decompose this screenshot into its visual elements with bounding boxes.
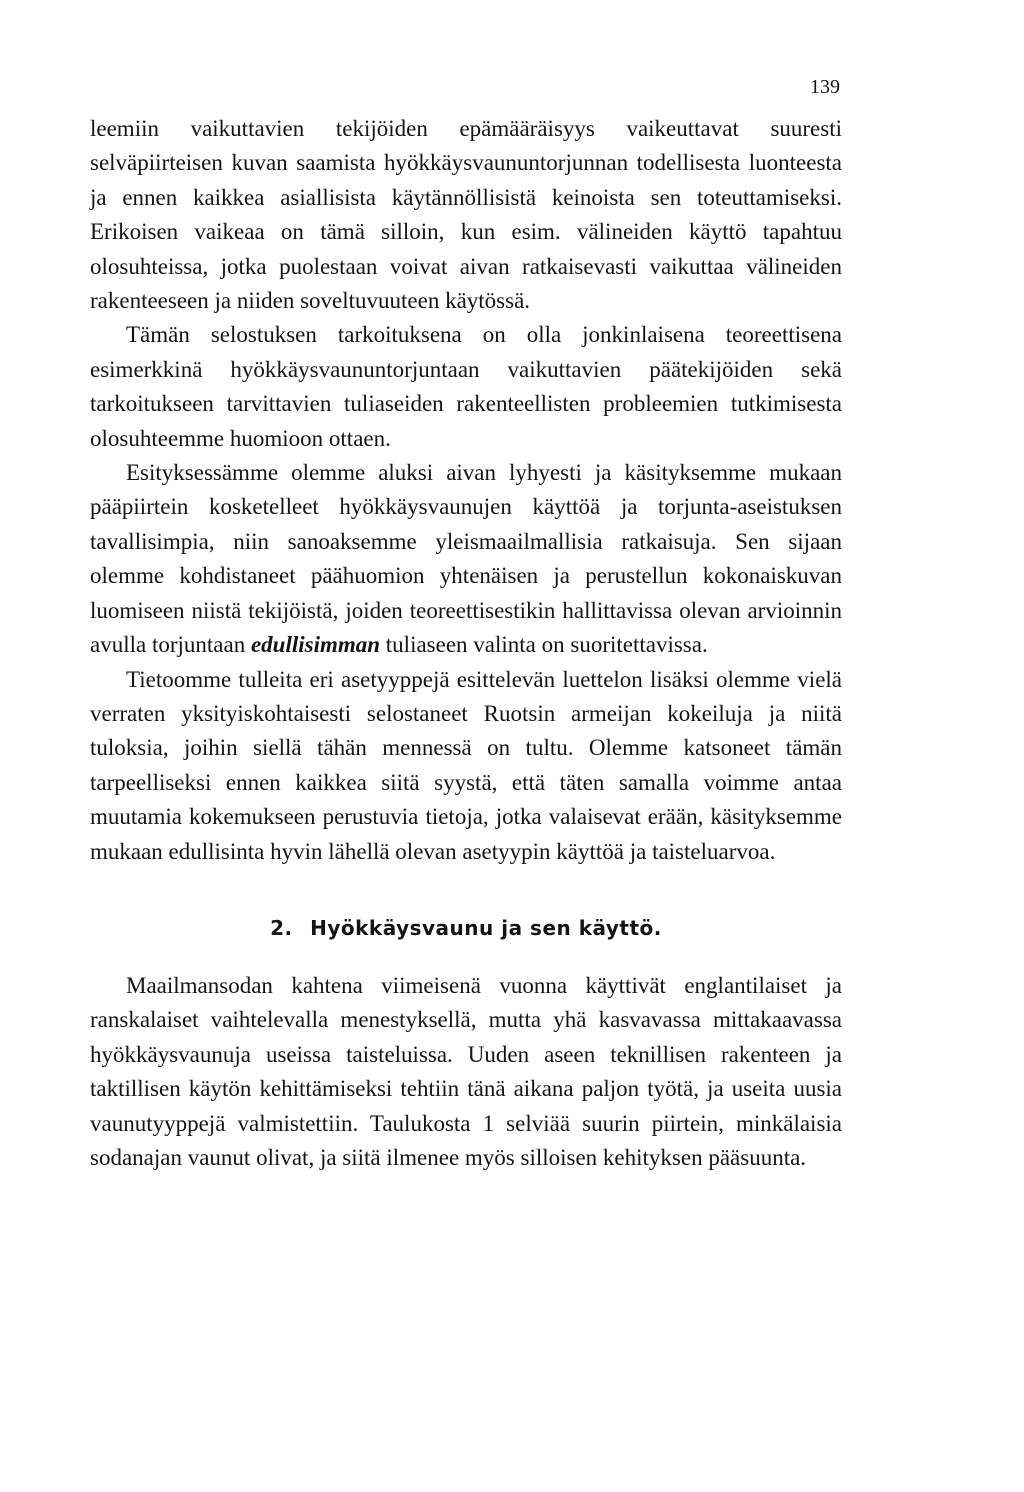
book-page xyxy=(90,72,842,1175)
paragraph-3-text-before: Esityksessämme olemme aluksi aivan lyhyesti ja käsityksemme mukaan pääpiirtein kosketelleet hyökkäysvaunujen käyttöä ja torjunta-aseistuksen tavallisimpia, niin sanoaksemme yleismaailmallisia ratkaisuja. Sen sijaan olemme kohdistaneet päähuomion yhtenäisen ja perustellun kokonaiskuvan luomiseen niistä tekijöistä, joiden teoreettisestikin hallittavissa olevan arvioinnin avulla torjuntaan xyxy=(90,460,842,658)
paragraph-3 xyxy=(90,456,842,662)
paragraph-4: Tietoomme tulleita eri asetyyppejä esittelevän luettelon lisäksi olemme vielä verraten yksityiskohtaisesti selostaneet Ruotsin armeijan kokeiluja ja niitä tuloksia, joihin siellä tähän mennessä on tultu. Olemme katsoneet tämän tarpeelliseksi ennen kaikkea siitä syystä, että täten samalla voimme antaa muutamia kokemukseen perustuvia tietoja, jotka valaisevat erään, käsityksemme mukaan edullisinta hyvin lähellä olevan asetyypin käyttöä ja taisteluarvoa. xyxy=(90,666,842,864)
section-title: Hyökkäysvaunu ja sen käyttö. xyxy=(310,915,662,940)
emphasized-word: edullisimman xyxy=(250,632,381,658)
paragraph-1: leemiin vaikuttavien tekijöiden epämääräisyys vaikeuttavat suuresti selväpiirteisen kuvan saamista hyökkäysvaununtorjunnan todellisesta luonteesta ja ennen kaikkea asiallisista käytännöllisistä keinoista sen toteuttamiseksi. Erikoisen vaikeaa on tämä silloin, kun esim. välineiden käyttö tapahtuu olosuhteissa, jotka puolestaan voivat aivan ratkaisevasti vaikuttaa välineiden rakenteeseen ja niiden soveltuvuuteen käytössä. xyxy=(90,116,842,314)
section-paragraph-1: Maailmansodan kahtena viimeisenä vuonna käyttivät englantilaiset ja ranskalaiset vaihtelevalla menestyksellä, mutta yhä kasvavassa mittakaavassa hyökkäysvaunuja useissa taisteluissa. Uuden aseen teknillisen rakenteen ja taktillisen käytön kehittämiseksi tehtiin tänä aikana paljon työtä, ja useita uusia vaunutyyppejä valmistettiin. Taulukosta 1 selviää suurin piirtein, minkälaisia sodanajan vaunut olivat, ja siitä ilmenee myös silloisen kehityksen pääsuunta. xyxy=(90,972,842,1170)
paragraph-3-text-after: tuliaseen valinta on suoritettavissa. xyxy=(380,632,708,658)
page-number: 139 xyxy=(810,76,840,98)
section-number: 2. xyxy=(270,915,293,940)
section-heading xyxy=(90,913,842,943)
paragraph-2: Tämän selostuksen tarkoituksena on olla jonkinlaisena teoreettisena esimerkkinä hyökkäysvaununtorjuntaan vaikuttavien päätekijöiden sekä tarkoitukseen tarvittavien tuliaseiden rakenteellisten probleemien tutkimisesta olosuhteemme huomioon ottaen. xyxy=(90,322,842,451)
